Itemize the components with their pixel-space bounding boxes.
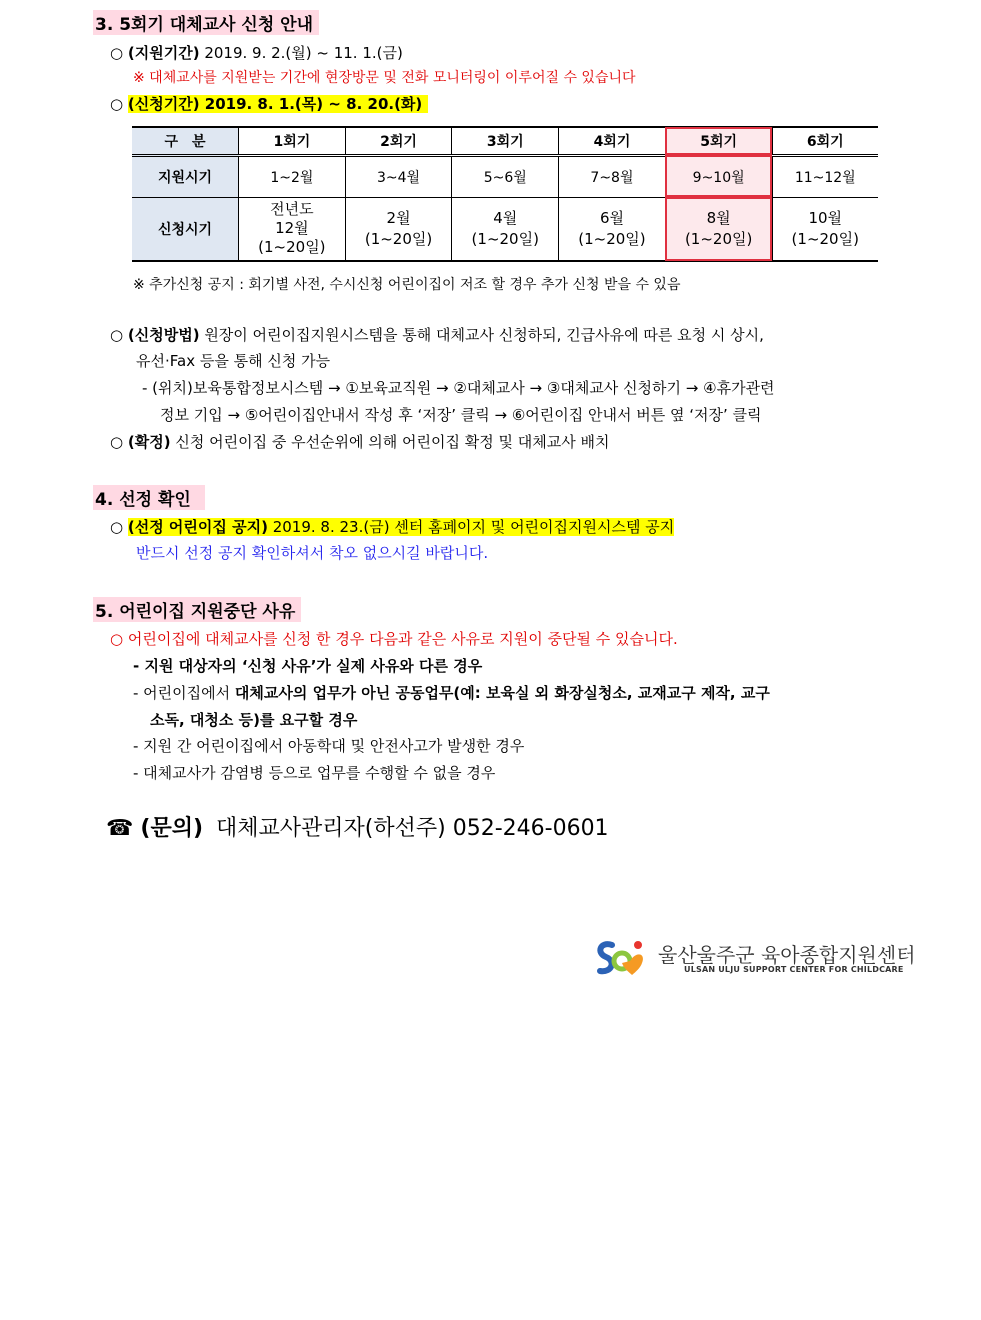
contact-label: (문의) <box>140 816 204 841</box>
cell-line: 전년도 <box>270 200 314 219</box>
logo-english: ULSAN ULJU SUPPORT CENTER FOR CHILDCARE <box>684 965 904 974</box>
bullet: ○ <box>110 44 124 62</box>
table-cell-highlight: 9~10월 <box>665 155 772 197</box>
stop-item-2-prefix: - 어린이집에서 <box>133 684 235 702</box>
cell-line: 10월 <box>808 208 843 227</box>
method-path-1: - (위치)보육통합정보시스템 → ①보육교직원 → ②대체교사 → ③대체교사 신청하기 → ④휴가관련 <box>142 379 775 397</box>
contact-line <box>106 814 609 844</box>
stop-item-1: - 지원 대상자의 ‘신청 사유’가 실제 사유와 다른 경우 <box>133 657 483 675</box>
bullet: ○ <box>110 95 124 113</box>
cell-line: 8월 <box>706 208 731 227</box>
row-label: 신청시기 <box>132 197 239 261</box>
table-header-cell-highlight: 5회기 <box>665 127 772 155</box>
confirm-text: 신청 어린이집 중 우선순위에 의해 어린이집 확정 및 대체교사 배치 <box>170 433 610 451</box>
table-header-row <box>132 127 878 155</box>
table-header-cell: 구 분 <box>132 127 239 155</box>
table-cell-highlight <box>665 197 772 261</box>
table-header-cell: 2회기 <box>345 127 452 155</box>
cell-line: (1~20일) <box>578 229 646 248</box>
cell-line: 2월 <box>386 208 411 227</box>
method-text: 원장이 어린이집지원시스템을 통해 대체교사 신청하되, 긴급사유에 따른 요청 시 상시, <box>199 326 764 344</box>
notice-text: 2019. 8. 23.(금) 센터 홈페이지 및 어린이집지원시스템 공지 <box>267 518 675 536</box>
cell-line: (1~20일) <box>364 229 433 248</box>
cell-line: (1~20일) <box>471 229 539 248</box>
schedule-table <box>132 126 878 262</box>
table-cell: 1~2월 <box>239 155 346 197</box>
section3-heading <box>93 10 319 35</box>
support-period-line <box>110 43 403 63</box>
notice-note: 반드시 선정 공지 확인하셔서 착오 없으시길 바랍니다. <box>136 544 489 562</box>
table-header-cell: 4회기 <box>559 127 666 155</box>
section4-title: 4. 선정 확인 <box>93 485 205 510</box>
table-cell <box>345 197 452 261</box>
table-row <box>132 155 878 197</box>
cell-line: 6월 <box>599 208 624 227</box>
extra-note: ※ 추가신청 공지 : 회기별 사전, 수시신청 어린이집이 저조 할 경우 추가 신청 받을 수 있음 <box>133 277 681 293</box>
cell-line: 12월 <box>275 219 309 238</box>
table-header-cell: 3회기 <box>452 127 559 155</box>
section5-title: 5. 어린이집 지원중단 사유 <box>93 597 301 622</box>
method-path-2: 정보 기입 → ⑤어린이집안내서 작성 후 ‘저장’ 클릭 → ⑥어린이집 안내서 버튼 옆 ‘저장’ 클릭 <box>160 406 762 424</box>
table-cell: 5~6월 <box>452 155 559 197</box>
table-cell: 7~8월 <box>559 155 666 197</box>
section3-title: 3. 5회기 대체교사 신청 안내 <box>93 10 319 35</box>
confirm-label: (확정) <box>127 433 171 451</box>
logo-name: 울산울주군 육아종합지원센터 <box>658 943 916 967</box>
apply-period: (신청기간) 2019. 8. 1.(목) ~ 8. 20.(화) <box>128 95 428 113</box>
table-row <box>132 197 878 261</box>
table-cell <box>239 197 346 261</box>
cell-line: 4월 <box>493 208 518 227</box>
apply-period-line <box>110 94 428 114</box>
table-cell <box>772 197 878 261</box>
bullet: ○ <box>110 326 124 344</box>
stop-item-4: - 대체교사가 감염병 등으로 업무를 수행할 수 없을 경우 <box>133 764 496 782</box>
support-period-label: (지원기간) <box>127 44 200 62</box>
stop-item-2-bold: 대체교사의 업무가 아닌 공동업무(예: 보육실 외 화장실청소, 교재교구 제작, 교구 <box>234 684 770 702</box>
cell-line: (1~20일) <box>258 238 326 257</box>
stop-item-2 <box>133 683 770 703</box>
confirm-line <box>110 432 610 452</box>
notice-label: (선정 어린이집 공지) <box>127 518 268 536</box>
method-label: (신청방법) <box>127 326 200 344</box>
contact-text: 대체교사관리자(하선주) 052-246-0601 <box>216 816 609 841</box>
table-cell <box>452 197 559 261</box>
bullet: ○ <box>110 433 124 451</box>
stop-intro: 어린이집에 대체교사를 신청 한 경우 다음과 같은 사유로 지원이 중단될 수 있습니다. <box>127 630 678 648</box>
bullet: ○ <box>110 630 124 648</box>
table-header-cell: 1회기 <box>239 127 346 155</box>
phone-icon: ☎ <box>106 816 134 841</box>
notice-highlight <box>128 518 674 536</box>
cell-line: (1~20일) <box>791 229 859 248</box>
row-label: 지원시기 <box>132 155 239 197</box>
support-note: ※ 대체교사를 지원받는 기간에 현장방문 및 전화 모니터링이 이루어질 수 있습니다 <box>133 70 636 86</box>
notice-line <box>110 517 674 537</box>
logo-mark-icon <box>592 935 650 981</box>
stop-item-3: - 지원 간 어린이집에서 아동학대 및 안전사고가 발생한 경우 <box>133 737 525 755</box>
method-line-1 <box>110 325 764 345</box>
cell-line: (1~20일) <box>684 229 753 248</box>
table-cell: 3~4월 <box>345 155 452 197</box>
table-cell: 11~12월 <box>772 155 878 197</box>
section4-heading <box>93 485 205 510</box>
bullet: ○ <box>110 518 124 536</box>
method-line-2: 유선·Fax 등을 통해 신청 가능 <box>136 352 331 370</box>
center-logo <box>592 935 916 983</box>
stop-intro-line <box>110 629 678 649</box>
stop-item-2-cont: 소독, 대청소 등)를 요구할 경우 <box>150 711 358 729</box>
support-period-value: 2019. 9. 2.(월) ~ 11. 1.(금) <box>199 44 403 62</box>
section5-heading <box>93 597 301 622</box>
table-cell <box>559 197 666 261</box>
table-header-cell: 6회기 <box>772 127 878 155</box>
